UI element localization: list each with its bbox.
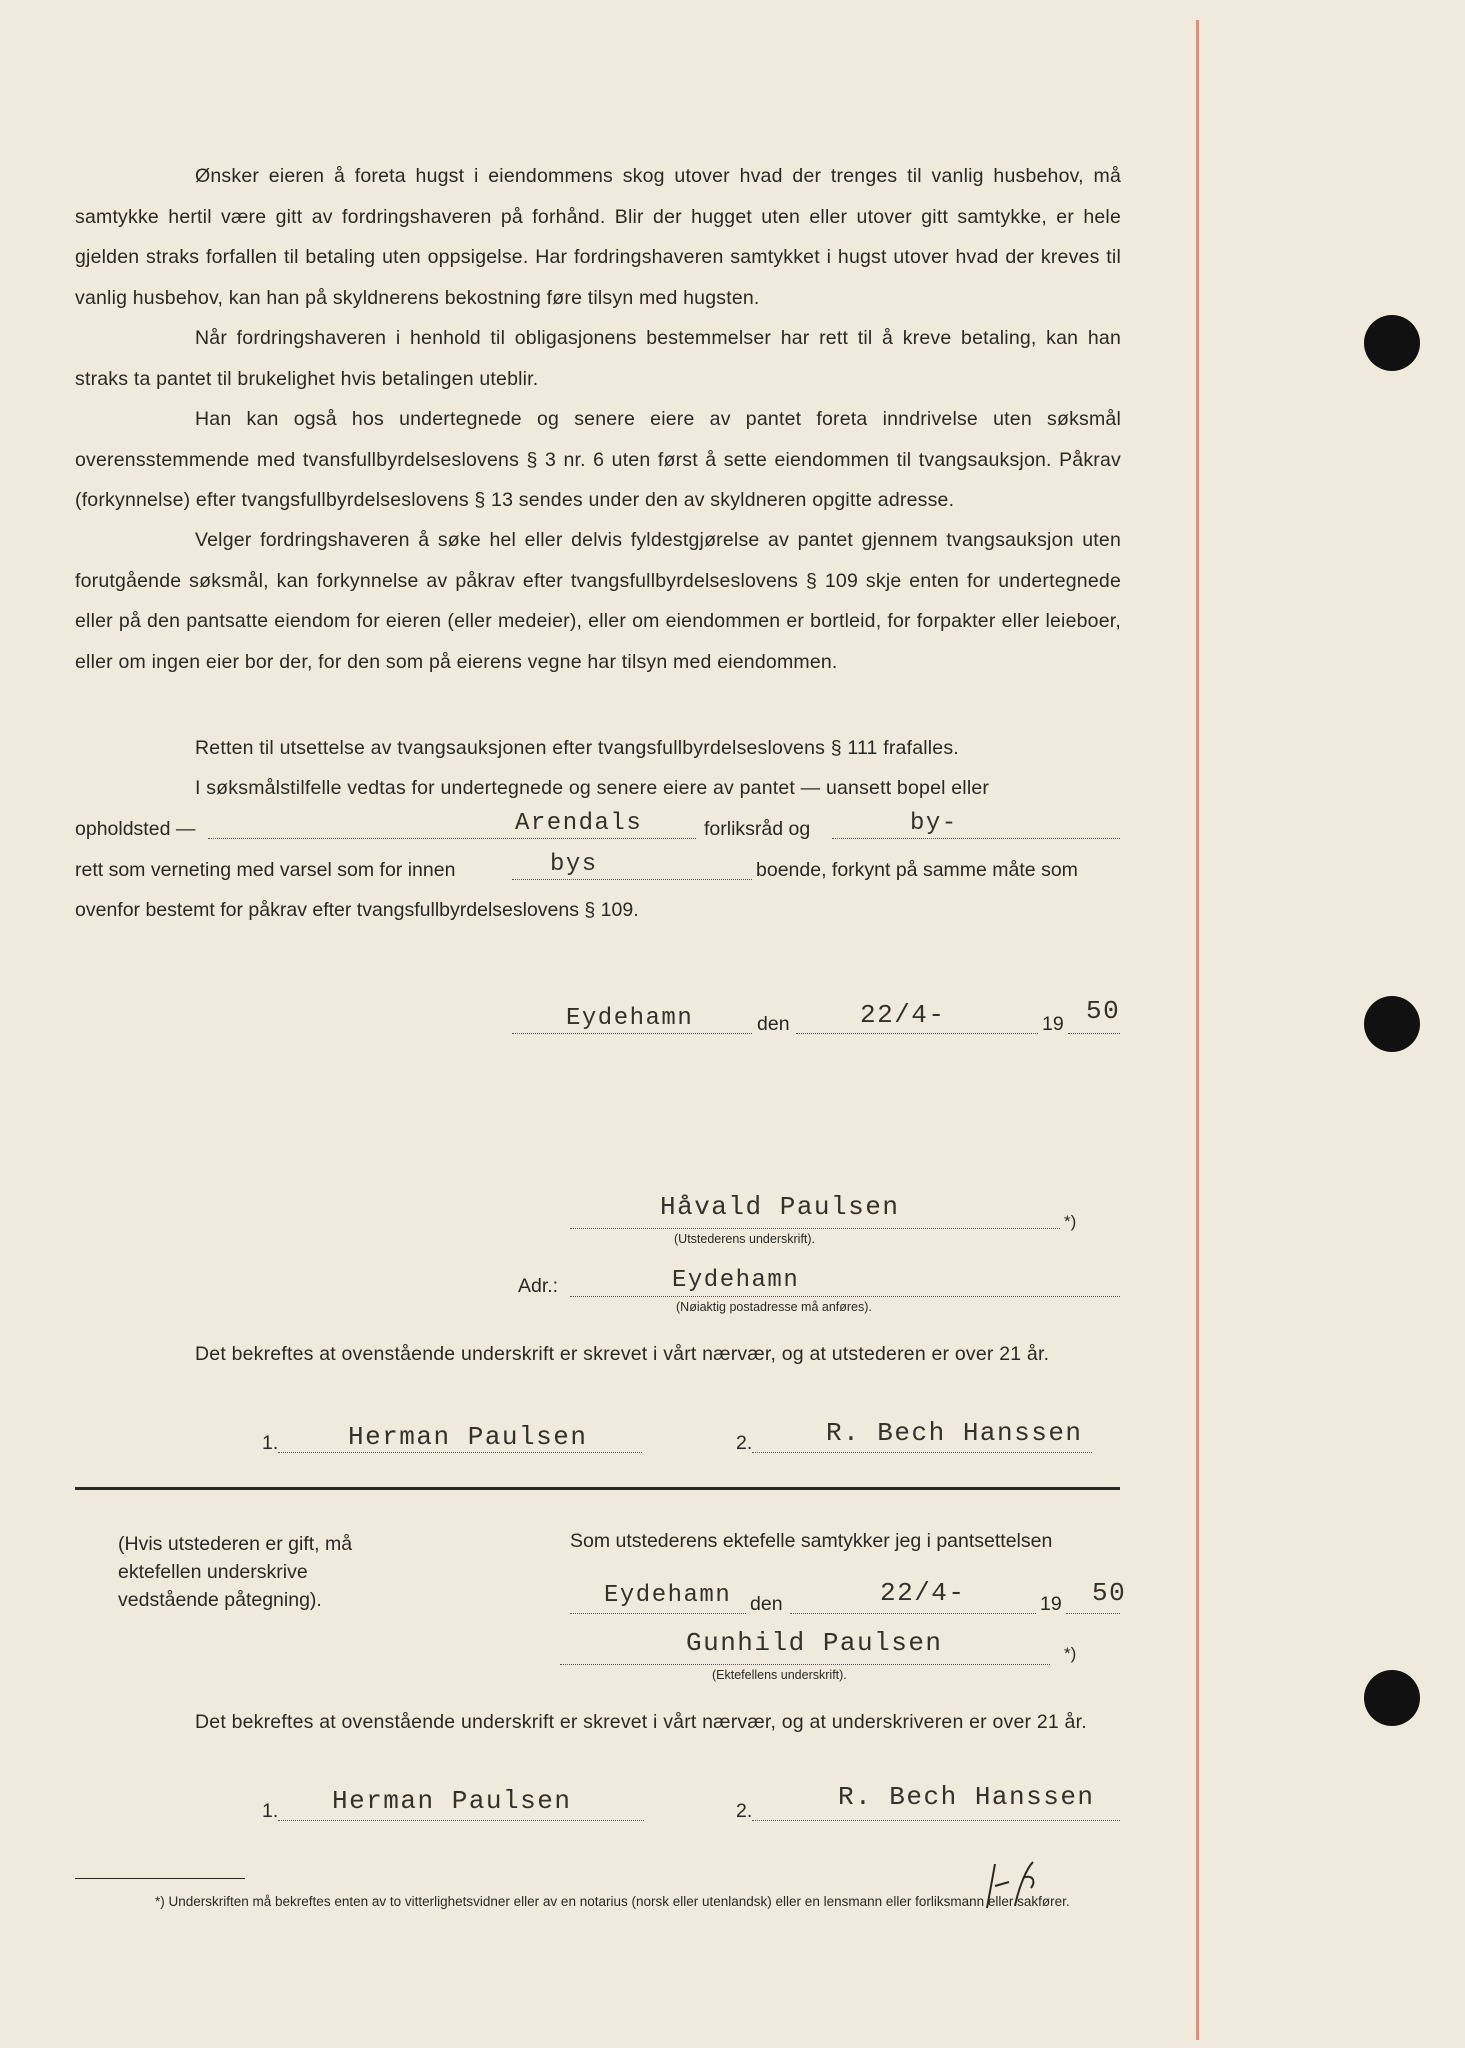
address-field: [570, 1296, 1120, 1297]
address-caption: (Nøiaktig postadresse må anføres).: [676, 1300, 872, 1314]
footnote-rule: [75, 1878, 245, 1879]
venue-label-3: rett som verneting med varsel som for innen: [75, 859, 456, 881]
spouse-date-field: [790, 1613, 1036, 1614]
section-divider: [75, 1487, 1120, 1490]
witness-number: 1.: [262, 1432, 279, 1454]
paragraph-logging: Ønsker eieren å foreta hugst i eiendommens skog utover hvad der trenges til vanlig husbehov, må samtykke hertil være gitt av fordringshaveren på forhånd. Blir der hugget uten eller utover gitt samtykke, er hele gjelden straks forfallen til betaling uten oppsigelse. Har fordringshaveren samtykket i hugst utover hvad der kreves til vanlig husbehov, kan han på skyldnerens bekostning føre tilsyn med hugsten.: [75, 165, 1121, 309]
witness-field: [278, 1452, 642, 1453]
witness-statement-2: Det bekreftes at ovenstående underskrift er skrevet i vårt nærvær, og at underskriveren er over 21 år.: [195, 1711, 1087, 1733]
spouse-year-field: [1066, 1613, 1120, 1614]
witness-signature: R. Bech Hanssen: [826, 1418, 1083, 1448]
witness-number: 1.: [262, 1800, 279, 1822]
court2-value: by-: [910, 810, 958, 837]
issuer-caption: (Utstederens underskrift).: [674, 1232, 816, 1246]
venue-label: opholdsted —: [75, 818, 196, 840]
issuer-signature: Håvald Paulsen: [660, 1192, 900, 1222]
spouse-century-label: 19: [1040, 1593, 1062, 1615]
date-value: 22/4-: [860, 1000, 946, 1030]
punch-hole: [1364, 315, 1420, 371]
spouse-signature: Gunhild Paulsen: [686, 1628, 943, 1658]
spouse-year-value: 50: [1092, 1578, 1127, 1608]
spouse-den-label: den: [750, 1593, 783, 1615]
spouse-note: (Hvis utstederen er gift, må ektefellen underskrive vedstående påtegning).: [118, 1533, 353, 1611]
witness-signature: R. Bech Hanssen: [838, 1782, 1095, 1812]
spouse-place-value: Eydehamn: [604, 1582, 732, 1609]
witness-signature: Herman Paulsen: [348, 1422, 588, 1452]
witness-statement: Det bekreftes at ovenstående underskrift er skrevet i vårt nærvær, og at utstederen er over 21 år.: [195, 1343, 1050, 1365]
court-value: Arendals: [515, 810, 643, 837]
residence-value: bys: [550, 851, 598, 878]
venue-last-line: ovenfor bestemt for påkrav efter tvangsfullbyrdelseslovens § 109.: [75, 899, 639, 921]
court-field: [208, 838, 696, 839]
venue-label-2: forliksråd og: [704, 818, 811, 840]
spouse-place-field: [570, 1613, 746, 1614]
spouse-caption: (Ektefellens underskrift).: [712, 1668, 847, 1682]
century-label: 19: [1042, 1013, 1064, 1035]
address-value: Eydehamn: [672, 1267, 800, 1294]
handwritten-initials: [975, 1856, 1045, 1912]
date-field: [796, 1033, 1038, 1034]
punch-hole: [1364, 1670, 1420, 1726]
den-label: den: [757, 1013, 790, 1035]
paragraph-venue: I søksmålstilfelle vedtas for undertegnede og senere eiere av pantet — uansett bopel eller: [195, 777, 990, 799]
year-value: 50: [1086, 996, 1121, 1026]
paragraph-enforcement: Han kan også hos undertegnede og senere eiere av pantet foreta inndrivelse uten søksmål overensstemmende med tvansfullbyrdelseslovens § 3 nr. 6 uten først å sette eiendommen til tvangsauksjon. Påkrav (forkynnelse) efter tvangsfullbyrdelseslovens § 13 sendes under den av skyldneren opgitte adresse.: [75, 408, 1121, 511]
place-field: [512, 1033, 752, 1034]
address-label: Adr.:: [518, 1275, 559, 1297]
spouse-date-value: 22/4-: [880, 1578, 966, 1608]
punch-hole: [1364, 996, 1420, 1052]
witness-field: [752, 1820, 1120, 1821]
paragraph-postponement: Retten til utsettelse av tvangsauksjonen efter tvangsfullbyrdelseslovens § 111 frafalles.: [195, 737, 959, 759]
footnote-marker: *): [1064, 1644, 1077, 1663]
witness-number: 2.: [736, 1800, 753, 1822]
residence-field: [512, 879, 752, 880]
venue-label-4: boende, forkynt på samme måte som: [756, 859, 1078, 881]
margin-line: [1196, 20, 1199, 2040]
place-value: Eydehamn: [566, 1005, 694, 1032]
witness-field: [278, 1820, 644, 1821]
spouse-signature-field: [560, 1664, 1050, 1665]
issuer-signature-field: [570, 1228, 1060, 1229]
witness-signature: Herman Paulsen: [332, 1786, 572, 1816]
witness-field: [752, 1452, 1092, 1453]
court2-field: [832, 838, 1120, 839]
paragraph-payment: Når fordringshaveren i henhold til obligasjonens bestemmelser har rett til å kreve betaling, kan han straks ta pantet til brukelighet hvis betalingen uteblir.: [75, 327, 1121, 390]
footnote: *) Underskriften må bekreftes enten av to vitterlighetsvidner eller av en notarius (norsk eller utenlandsk) eller en lensmann eller forliksmann eller sakfører.: [155, 1894, 1070, 1909]
footnote-marker: *): [1064, 1212, 1077, 1231]
paragraph-auction: Velger fordringshaveren å søke hel eller delvis fyldestgjørelse av pantet gjennem tvangsauksjon uten forutgående søksmål, kan forkynnelse av påkrav efter tvangsfullbyrdelseslovens § 109 skje enten for undertegnede eller på den pantsatte eiendom for eieren (eller medeier), eller om eiendommen er bortleid, for forpakter eller leieboer, eller om ingen eier bor der, for den som på eierens vegne har tilsyn med eiendommen.: [75, 529, 1121, 673]
witness-number: 2.: [736, 1432, 753, 1454]
year-field: [1068, 1033, 1120, 1034]
spouse-consent: Som utstederens ektefelle samtykker jeg i pantsettelsen: [570, 1530, 1053, 1552]
